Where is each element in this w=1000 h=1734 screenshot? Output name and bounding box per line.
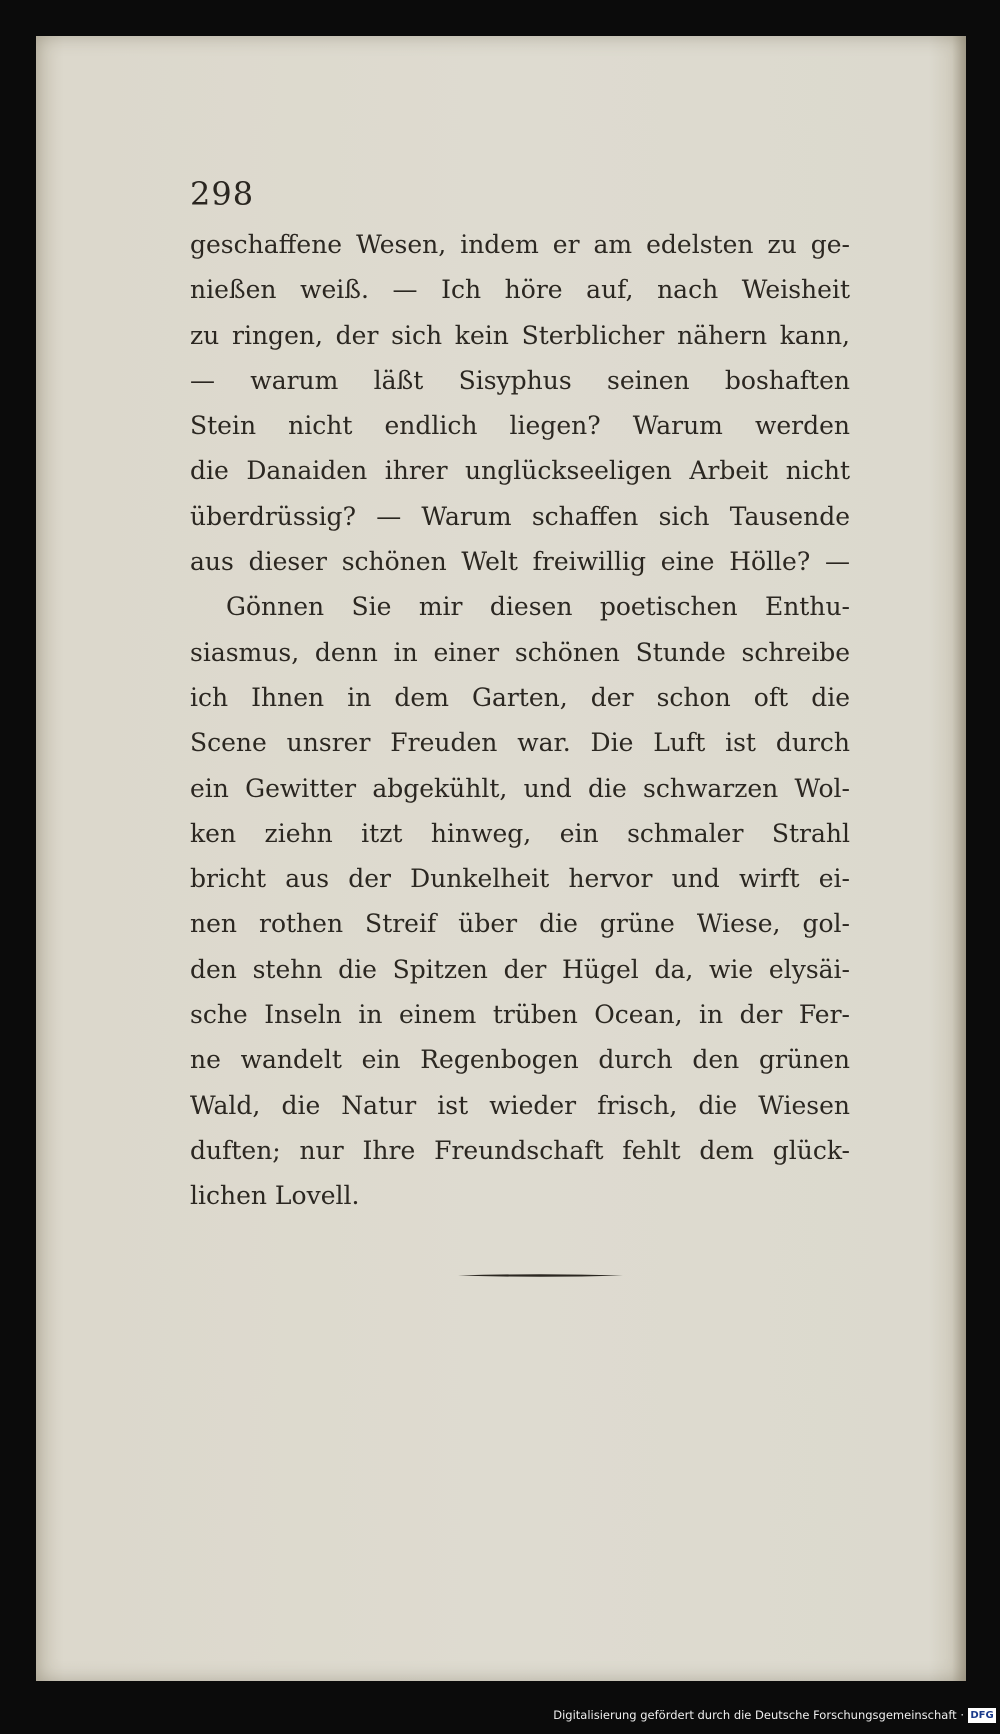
text-line: bricht aus der Dunkelheit hervor und wirft ei-	[190, 864, 850, 894]
text-line: Scene unsrer Freuden war. Die Luft ist durch	[190, 728, 850, 758]
text-line: die Danaiden ihrer unglückseeligen Arbeit nicht	[190, 456, 850, 486]
text-line: zu ringen, der sich kein Sterblicher nähern kann,	[190, 320, 850, 350]
text-line: den stehn die Spitzen der Hügel da, wie elysäi-	[190, 954, 850, 984]
text-line: — warum läßt Sisyphus seinen boshaften	[190, 365, 850, 395]
text-line: Wald, die Natur ist wieder frisch, die Wiesen	[190, 1090, 850, 1120]
body-text	[190, 222, 850, 1219]
text-line: sche Inseln in einem trüben Ocean, in der Fer-	[190, 1000, 850, 1030]
dfg-logo: DFG	[968, 1708, 996, 1723]
text-line: ken ziehn itzt hinweg, ein schmaler Strahl	[190, 818, 850, 848]
paragraph-start-line: Gönnen Sie mir diesen poetischen Enthu-	[226, 592, 850, 622]
funding-credit: Digitalisierung gefördert durch die Deutsche Forschungsgemeinschaft ·	[553, 1708, 964, 1722]
text-line: geschaffene Wesen, indem er am edelsten zu ge-	[190, 230, 850, 259]
text-line: überdrüssig? — Warum schaffen sich Tausende	[190, 501, 850, 531]
ornamental-rule	[458, 1273, 623, 1278]
text-line: siasmus, denn in einer schönen Stunde schreibe	[190, 637, 850, 667]
text-line: Stein nicht endlich liegen? Warum werden	[190, 411, 850, 441]
digitization-footer	[0, 1706, 1000, 1728]
text-line: nießen weiß. — Ich höre auf, nach Weisheit	[190, 275, 850, 305]
text-line: duften; nur Ihre Freundschaft fehlt dem glück-	[190, 1135, 850, 1165]
text-line: ein Gewitter abgekühlt, und die schwarzen Wol-	[190, 773, 850, 803]
text-line: nen rothen Streif über die grüne Wiese, gol-	[190, 909, 850, 939]
text-line-last: lichen Lovell.	[190, 1181, 360, 1211]
page-number: 298	[190, 175, 255, 213]
text-line: aus dieser schönen Welt freiwillig eine Hölle? —	[190, 547, 850, 577]
text-line: ich Ihnen in dem Garten, der schon oft die	[190, 682, 850, 712]
text-line: ne wandelt ein Regenbogen durch den grünen	[190, 1045, 850, 1075]
page-edge-shadow	[952, 36, 966, 1681]
